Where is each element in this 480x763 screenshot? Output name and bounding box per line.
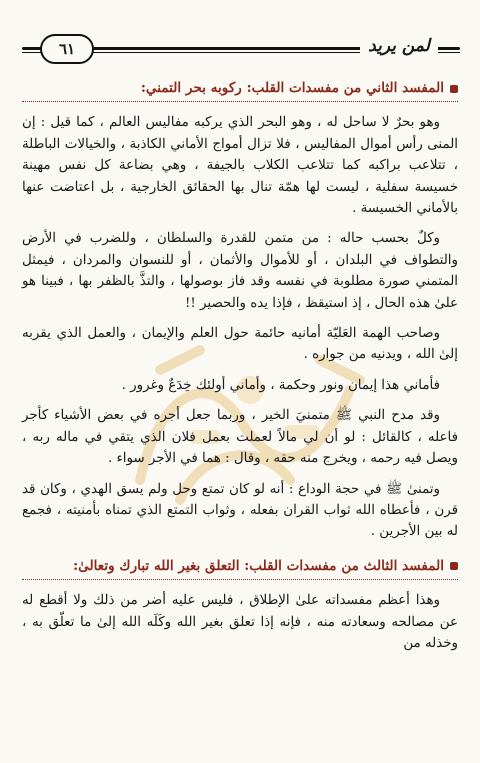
section-heading-second-corrupter: المفسد الثاني من مفسدات القلب: ركوبه بحر التمني: (22, 78, 458, 102)
paragraph: فأماني هذا إيمان ونور وحكمة ، وأماني أولئك خِدَعٌ وغرور . (121, 377, 440, 393)
heading-bullet-icon (450, 85, 458, 93)
book-title: لمن يريد (360, 30, 438, 62)
heading-bullet-icon (450, 562, 458, 570)
page-number: ٦١ (40, 34, 94, 64)
page-header (22, 28, 460, 68)
page-content (22, 78, 458, 660)
paragraph: وقد مدح النبي ﷺ متمنيَ الخير ، وربما جعل أجره في بعض الأشياء كأجر فاعله ، كالقائل : لو أن لي مالاً لعملت بعمل فلان الذي يتقي في ماله ربه ، ويصل فيه رحمه ، ويخرج منه حقه ، وقال : هما في الأجر سواء . (22, 408, 458, 467)
paragraph: وهو بحرٌ لا ساحل له ، وهو البحر الذي يركبه مفاليس العالم ، كما قيل : إن المنى رأس أموال المفاليس ، فلا تزال أمواج الأماني الكاذبة ، والخيالات الباطلة ، تتلاعب براكبه كما تتلاعب الكلاب بالجيفة ، وهي بضاعة كل نفس مهينة خسيسة سفلية ، ليست لها همّة تنال بها الحقائق الخارجية ، بل اعتاضت عنها بالأماني الخسيسة . (22, 115, 458, 217)
section-heading-third-corrupter: المفسد الثالث من مفسدات القلب: التعلق بغير الله تبارك وتعالىٰ: (22, 556, 458, 580)
paragraph: وهذا أعظم مفسداته علىٰ الإطلاق ، فليس عليه أضر من ذلك ولا أقطع له عن مصالحه وسعادته منه ، فإنه إذا تعلق بغير الله وكَلَه الله إلىٰ ما تعلّق به ، وخذله من (22, 593, 458, 651)
paragraph: وتمنىٰ ﷺ في حجة الوداع : أنه لو كان تمتع وحل ولم يسق الهدي ، وكان قد قرن ، فأعطاه الله ثواب القران بفعله ، وثواب التمتع الذي تمناه بأمنيته ، فجمع له بين الأجرين . (22, 481, 458, 540)
paragraph: وصاحب الهمة العَليّة أمانيه حائمة حول العلم والإيمان ، والعمل الذي يقربه إلىٰ الله ، ويدنيه من جواره . (22, 326, 458, 363)
paragraph: وكلٌ بحسب حاله : من متمن للقدرة والسلطان ، وللضرب في الأرض والتطواف في البلدان ، أو للأموال والأثمان ، أو للنسوان والمردان ، فيمثل المتمني صورة مطلوبة في نفسه وقد فاز بوصولها ، والتذَّ بالظفر بها ، فبينا هو علىٰ هذه الحال ، إذ استيقظ ، فإذا يده والحصير !! (22, 231, 458, 311)
